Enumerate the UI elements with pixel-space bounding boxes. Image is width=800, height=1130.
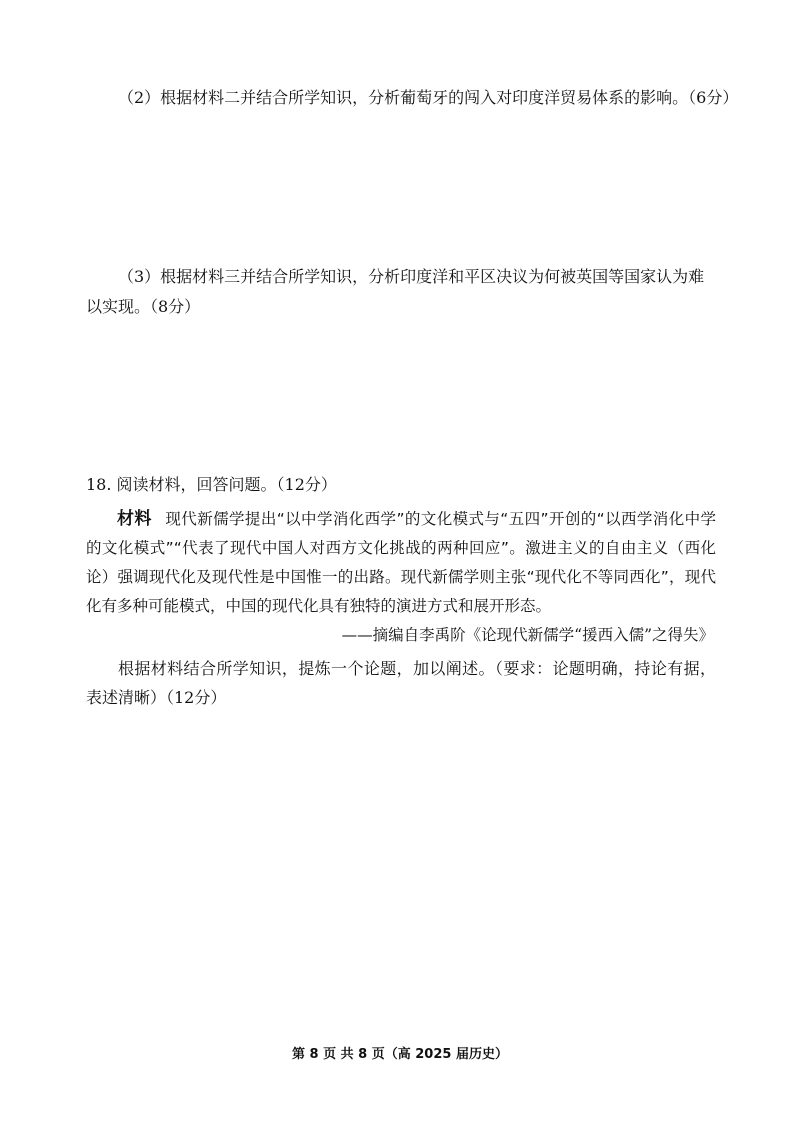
question-2-text: （2）根据材料二并结合所学知识，分析葡萄牙的闯入对印度洋贸易体系的影响。（6分）: [118, 88, 739, 107]
page-footer: 第 8 页 共 8 页（高 2025 届历史）: [292, 1047, 508, 1062]
material-text: 现代新儒学提出“以中学消化西学”的文化模式与“五四”开创的“以西学消化中学的文化模式”“代表了现代中国人对西方文化挑战的两种回应”。激进主义的自由主义（西化论）强调现代化及现代性是中国惟一的出路。现代新儒学则主张“现代化不等同西化”，现代化有多种可能模式，中国的现代化具有独特的演进方式和展开形态。: [86, 510, 717, 615]
question-18-task: 根据材料结合所学知识，提炼一个论题，加以阐述。（要求：论题明确，持论有据，表述清晰）（12分）: [86, 659, 716, 707]
question-3-text-line2: 以实现。（8分）: [86, 297, 201, 316]
question-3-text-line1: （3）根据材料三并结合所学知识，分析印度洋和平区决议为何被英国等国家认为难: [118, 267, 705, 286]
material-label: 材料: [117, 509, 152, 529]
question-18-material: [86, 505, 716, 621]
material-source-citation: ——摘编自李禹阶《论现代新儒学“援西入儒”之得失》: [341, 626, 714, 644]
question-18-heading: 18. 阅读材料，回答问题。（12分）: [86, 475, 337, 494]
